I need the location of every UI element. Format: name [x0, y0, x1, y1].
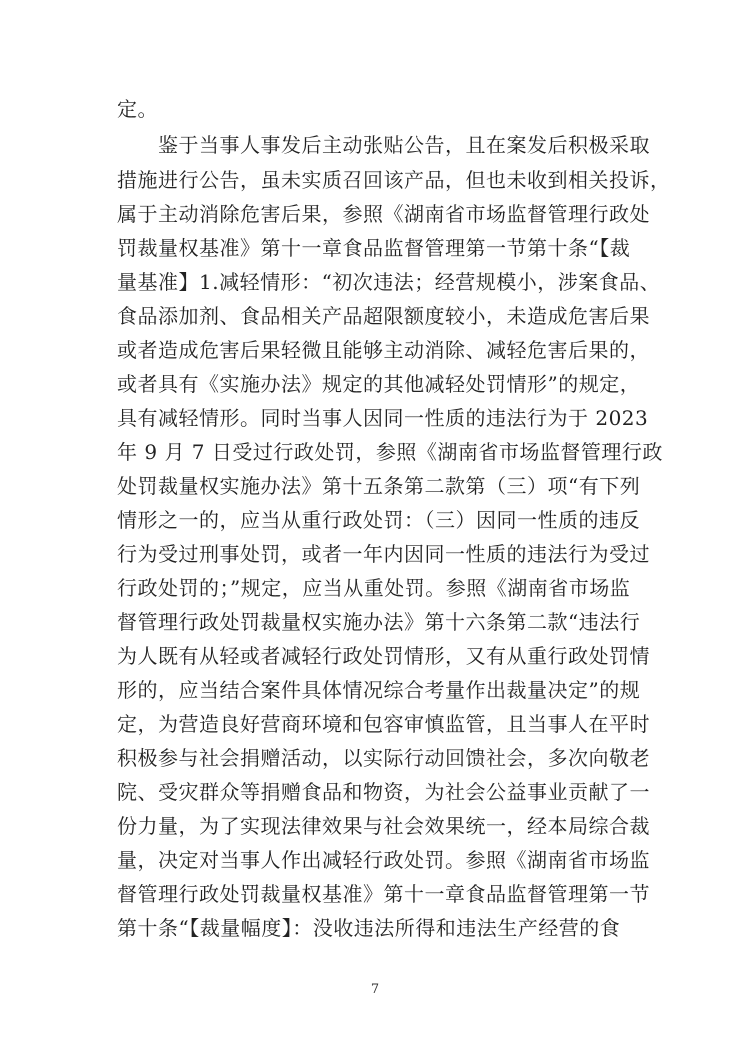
paragraph-line: 定。: [117, 97, 158, 121]
paragraph-line: 或者具有《实施办法》规定的其他减轻处罚情形”的规定，: [117, 372, 641, 396]
paragraph-line: 量基准】1.减轻情形：“初次违法；经营规模小，涉案食品、: [117, 270, 661, 294]
page-number: 7: [370, 982, 380, 997]
paragraph-line: 措施进行公告，虽未实质召回该产品，但也未收到相关投诉，: [117, 168, 671, 192]
paragraph-line: 罚裁量权基准》第十一章食品监督管理第一节第十条“【裁: [117, 236, 631, 260]
paragraph-line: 具有减轻情形。同时当事人因同一性质的违法行为于 2023: [117, 406, 649, 430]
paragraph-line: 情形之一的，应当从重行政处罚：（三）因同一性质的违反: [117, 508, 640, 532]
paragraph-line: 定，为营造良好营商环境和包容审慎监管，且当事人在平时: [117, 712, 650, 736]
paragraph-line: 积极参与社会捐赠活动，以实际行动回馈社会，多次向敬老: [117, 746, 650, 770]
paragraph-line: 年 9 月 7 日受过行政处罚，参照《湖南省市场监督管理行政: [117, 440, 663, 464]
paragraph-line: 第十条“【裁量幅度】：没收违法所得和违法生产经营的食: [117, 916, 621, 940]
paragraph-line: 院、受灾群众等捐赠食品和物资，为社会公益事业贡献了一: [117, 780, 650, 804]
paragraph-line: 份力量，为了实现法律效果与社会效果统一，经本局综合裁: [117, 814, 650, 838]
paragraph-line: 行为受过刑事处罚，或者一年内因同一性质的违法行为受过: [117, 542, 650, 566]
paragraph-line: 量，决定对当事人作出减轻行政处罚。参照《湖南省市场监: [117, 848, 650, 872]
paragraph-line: 行政处罚的；”规定，应当从重处罚。参照《湖南省市场监: [117, 576, 631, 600]
paragraph-line: 形的，应当结合案件具体情况综合考量作出裁量决定”的规: [117, 678, 641, 702]
paragraph-line: 属于主动消除危害后果，参照《湖南省市场监督管理行政处: [117, 202, 650, 226]
paragraph-line: 食品添加剂、食品相关产品超限额度较小，未造成危害后果: [117, 304, 650, 328]
paragraph-line: 鉴于当事人事发后主动张贴公告，且在案发后积极采取: [117, 133, 650, 157]
paragraph-line: 为人既有从轻或者减轻行政处罚情形，又有从重行政处罚情: [117, 644, 650, 668]
paragraph-line: 督管理行政处罚裁量权基准》第十一章食品监督管理第一节: [117, 882, 650, 906]
paragraph-line: 或者造成危害后果轻微且能够主动消除、减轻危害后果的，: [117, 338, 650, 362]
paragraph-line: 督管理行政处罚裁量权实施办法》第十六条第二款“违法行: [117, 610, 641, 634]
paragraph-line: 处罚裁量权实施办法》第十五条第二款第（三）项“有下列: [117, 474, 641, 498]
